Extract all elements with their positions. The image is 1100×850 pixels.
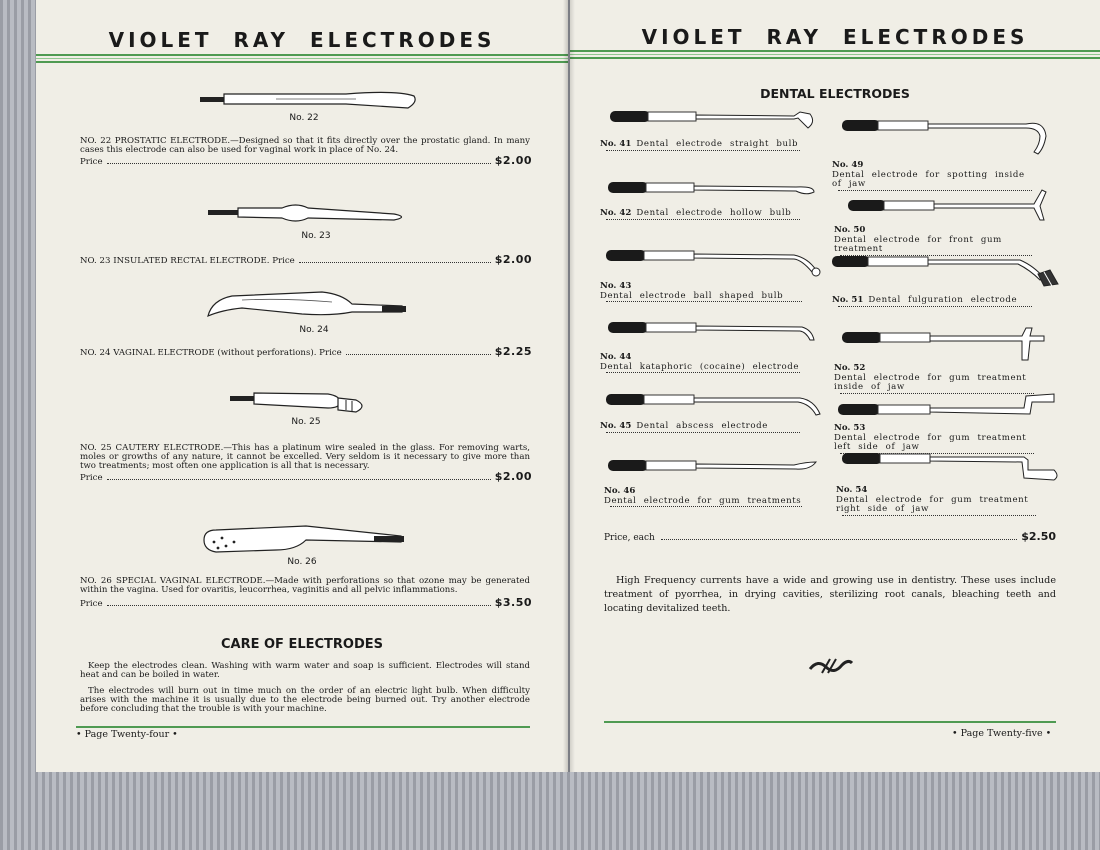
dot-leader [606, 432, 800, 433]
caption-24: No. 24 [299, 325, 329, 335]
dot-leader [107, 479, 491, 480]
price-each-label: Price, each [604, 533, 655, 543]
label-51 [832, 296, 1032, 309]
price-line-25 [80, 470, 532, 484]
price-label-22: Price [80, 157, 103, 167]
caption-25: No. 25 [291, 417, 321, 427]
electrode-53-illustration [836, 390, 1058, 422]
dot-leader [107, 163, 491, 164]
electrode-46-illustration [606, 456, 821, 480]
dot-leader [661, 539, 1017, 540]
price-label-23: NO. 23 INSULATED RECTAL ELECTRODE. Price [80, 256, 295, 266]
name-43: Dental electrode ball shaped bulb [600, 290, 784, 301]
label-54 [836, 486, 1036, 518]
footer-rule [604, 721, 1056, 723]
electrode-52-illustration [840, 324, 1050, 364]
price-24: $2.25 [494, 345, 532, 358]
caption-26: No. 26 [287, 557, 317, 567]
dental-subtitle: DENTAL ELECTRODES [760, 86, 910, 101]
name-54: Dental electrode for gum treatment right side of jaw [836, 494, 1029, 514]
caption-22: No. 22 [289, 113, 319, 123]
price-line-24 [80, 345, 532, 359]
electrode-43-illustration [604, 246, 824, 280]
care-title: CARE OF ELECTRODES [220, 637, 384, 652]
electrode-24-illustration [202, 286, 412, 326]
right-page-header: VIOLET RAY ELECTRODES [641, 25, 1029, 49]
number-51: No. 51 [832, 295, 864, 305]
label-46 [604, 487, 802, 509]
electrode-50-illustration [846, 186, 1051, 222]
number-42: No. 42 [600, 208, 632, 218]
label-45 [600, 422, 800, 435]
dot-leader [606, 372, 800, 373]
price-label-26: Price [80, 599, 103, 609]
electrode-45-illustration [604, 390, 826, 420]
number-50: No. 50 [834, 225, 866, 235]
left-page [36, 0, 568, 772]
left-page-header: VIOLET RAY ELECTRODES [108, 28, 496, 52]
number-43: No. 43 [600, 281, 632, 291]
number-41: No. 41 [600, 139, 632, 149]
price-label-25: Price [80, 473, 103, 483]
label-43 [600, 282, 802, 304]
price-each-line [604, 530, 1056, 543]
name-45: Dental abscess electrode [636, 421, 768, 431]
price-22: $2.00 [494, 154, 532, 167]
name-52: Dental electrode for gum treatment inside of jaw [834, 372, 1027, 392]
electrode-25-illustration [228, 388, 378, 420]
label-41 [600, 140, 800, 153]
dot-leader [606, 301, 802, 302]
electrode-41-illustration [608, 108, 818, 136]
name-41: Dental electrode straight bulb [636, 139, 799, 149]
price-line-26 [80, 596, 532, 610]
electrode-26-illustration [196, 520, 411, 560]
dot-leader [107, 605, 491, 606]
name-49: Dental electrode for spotting inside of jaw [832, 169, 1025, 189]
dot-leader [606, 150, 800, 151]
price-line-23 [80, 253, 532, 267]
price-26: $3.50 [494, 596, 532, 609]
number-49: No. 49 [832, 160, 864, 170]
name-46: Dental electrode for gum treatments [604, 495, 802, 506]
name-53: Dental electrode for gum treatment left side of jaw [834, 432, 1027, 452]
number-53: No. 53 [834, 423, 866, 433]
number-46: No. 46 [604, 486, 636, 496]
label-42 [600, 209, 800, 222]
price-label-24: NO. 24 VAGINAL ELECTRODE (without perforations). Price [80, 348, 342, 358]
dot-leader [838, 306, 1032, 307]
care-paragraph-1: Keep the electrodes clean. Washing with warm water and soap is sufficient. Electrodes will stand heat and can be boiled in water. [80, 661, 530, 680]
electrode-51-illustration [830, 250, 1062, 292]
header-rule [570, 50, 1100, 59]
label-44 [600, 353, 800, 375]
caption-23: No. 23 [301, 231, 331, 241]
price-line-22 [80, 154, 532, 168]
header-rule [36, 54, 568, 63]
footer-rule [76, 726, 530, 728]
description-22: NO. 22 PROSTATIC ELECTRODE.—Designed so that it fits directly over the prostatic gland. In many cases this electrode can also be used for vaginal work in place of No. 24. [80, 136, 530, 155]
dot-leader [610, 506, 802, 507]
electrode-49-illustration [840, 116, 1050, 158]
electrode-44-illustration [606, 318, 821, 346]
dot-leader [346, 354, 491, 355]
dot-leader [606, 219, 800, 220]
number-54: No. 54 [836, 485, 868, 495]
ornament-icon [808, 655, 854, 677]
dot-leader [842, 515, 1036, 516]
description-26: NO. 26 SPECIAL VAGINAL ELECTRODE.—Made with perforations so that ozone may be generated within the vagina. Used for ovaritis, leucorrhea, vaginitis and all pelvic inflammations. [80, 576, 530, 595]
price-each-amount: $2.50 [1021, 530, 1056, 543]
electrode-23-illustration [204, 200, 414, 230]
dentistry-paragraph: High Frequency currents have a wide and growing use in dentistry. These uses include treatment of pyorrhea, in drying cavities, sterilizing root canals, bleaching teeth and locating devitalized teeth. [604, 575, 1056, 614]
dot-leader [299, 262, 491, 263]
right-page [570, 0, 1100, 772]
price-25: $2.00 [494, 470, 532, 483]
page-number-right: • Page Twenty-five • [952, 728, 1052, 739]
number-44: No. 44 [600, 352, 632, 362]
book-spine [563, 0, 575, 772]
description-25: NO. 25 CAUTERY ELECTRODE.—This has a platinum wire sealed in the glass. For removing warts, moles or growths of any nature, it cannot be excelled. Very seldom is it necessary to give more than two treatments; most often one application is all that is necessary. [80, 443, 530, 471]
care-paragraph-2: The electrodes will burn out in time much on the order of an electric light bulb. When difficulty arises with the machine it is usually due to the electrode being burned out. Try another electrode before concluding that the trouble is with your machine. [80, 686, 530, 714]
name-42: Dental electrode hollow bulb [636, 208, 792, 218]
name-44: Dental kataphoric (cocaine) electrode [600, 361, 800, 372]
number-45: No. 45 [600, 421, 632, 431]
electrode-54-illustration [840, 448, 1062, 484]
electrode-42-illustration [606, 178, 818, 204]
name-50: Dental electrode for front gum treatment [834, 234, 1002, 254]
name-51: Dental fulguration electrode [868, 295, 1018, 305]
page-number-left: • Page Twenty-four • [76, 729, 178, 740]
number-52: No. 52 [834, 363, 866, 373]
price-23: $2.00 [494, 253, 532, 266]
